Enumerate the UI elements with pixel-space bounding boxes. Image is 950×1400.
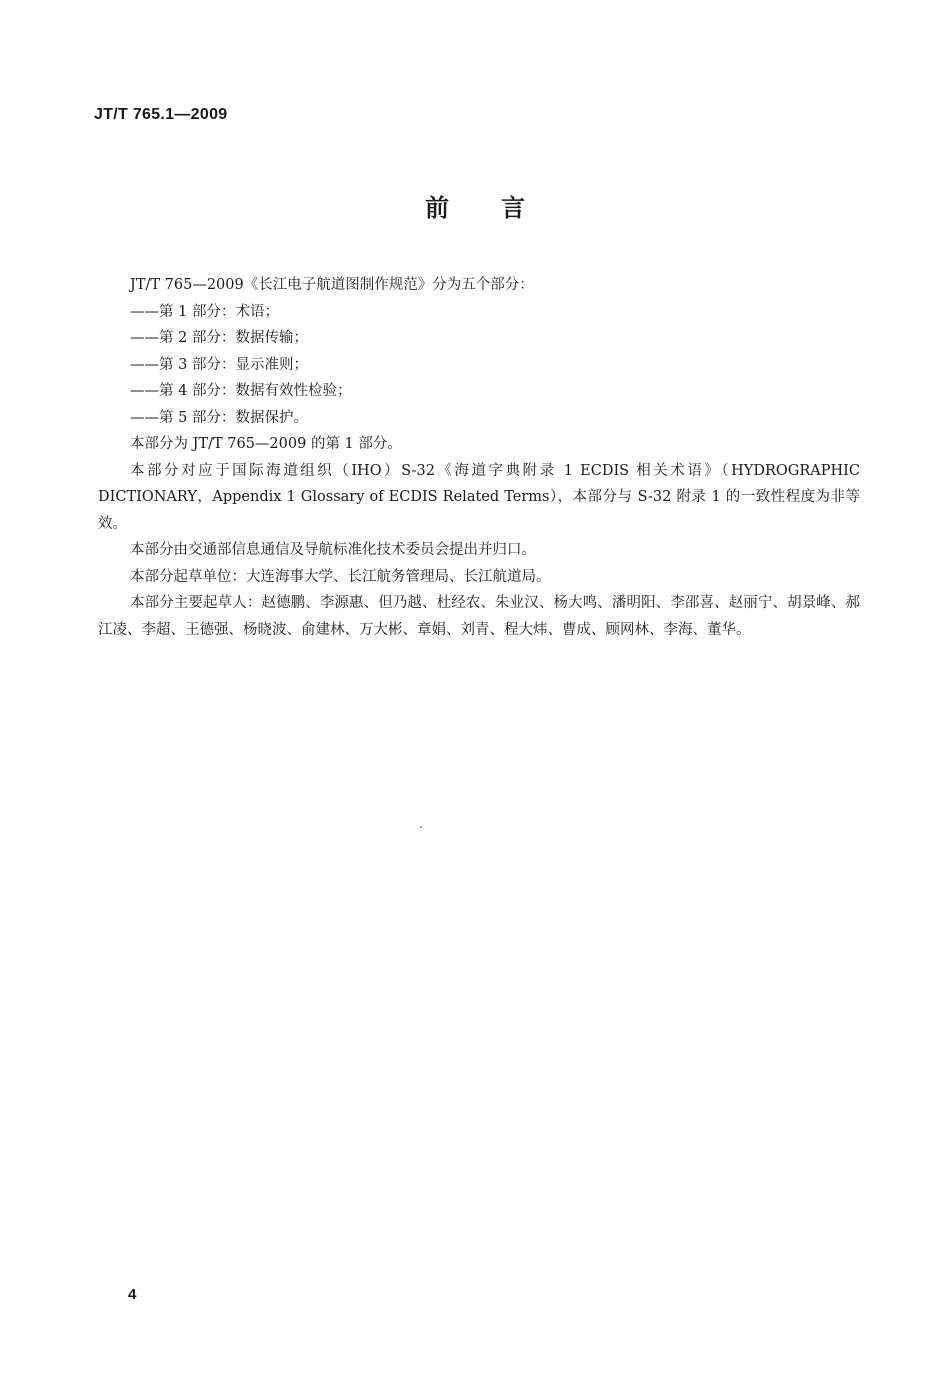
drafters-paragraph: 本部分主要起草人：赵德鹏、李源惠、但乃越、杜经农、朱业汉、杨大鸣、潘明阳、李邵喜、赵丽宁、胡景峰、郝江凌、李超、王德强、杨晓波、俞建林、万大彬、章娟、刘青、程大炜、曹成、顾网林、李海、董华。	[98, 595, 860, 638]
part-list-item-5: ——第 5 部分：数据保护。	[130, 409, 308, 426]
proposer-paragraph: 本部分由交通部信息通信及导航标准化技术委员会提出并归口。	[130, 542, 536, 558]
intro-paragraph: JT/T 765—2009《长江电子航道图制作规范》分为五个部分：	[130, 277, 534, 293]
part-list-item-3: ——第 3 部分：显示准则；	[130, 356, 308, 373]
this-part-paragraph: 本部分为 JT/T 765—2009 的第 1 部分。	[130, 436, 402, 452]
correspondence-paragraph: 本部分对应于国际海道组织（IHO）S-32《海道字典附录 1 ECDIS 相关术语》（HYDROGRAPHIC DICTIONARY，Appendix 1 Glossary of ECDIS Related Terms），本部分与 S-32 附录 1 的一致性程度为非等效。	[98, 462, 860, 532]
standard-code-header: JT/T 765.1—2009	[94, 106, 228, 123]
part-list-item-4: ——第 4 部分：数据有效性检验；	[130, 383, 352, 399]
page-title: 前言	[425, 194, 577, 222]
part-list-item-1: ——第 1 部分：术语；	[130, 303, 279, 320]
drafting-units-paragraph: 本部分起草单位：大连海事大学、长江航务管理局、长江航道局。	[130, 568, 551, 585]
page-number: 4	[128, 1286, 137, 1303]
part-list-item-2: ——第 2 部分：数据传输；	[130, 330, 308, 346]
scan-speck	[420, 826, 422, 828]
foreword-body	[98, 272, 860, 643]
